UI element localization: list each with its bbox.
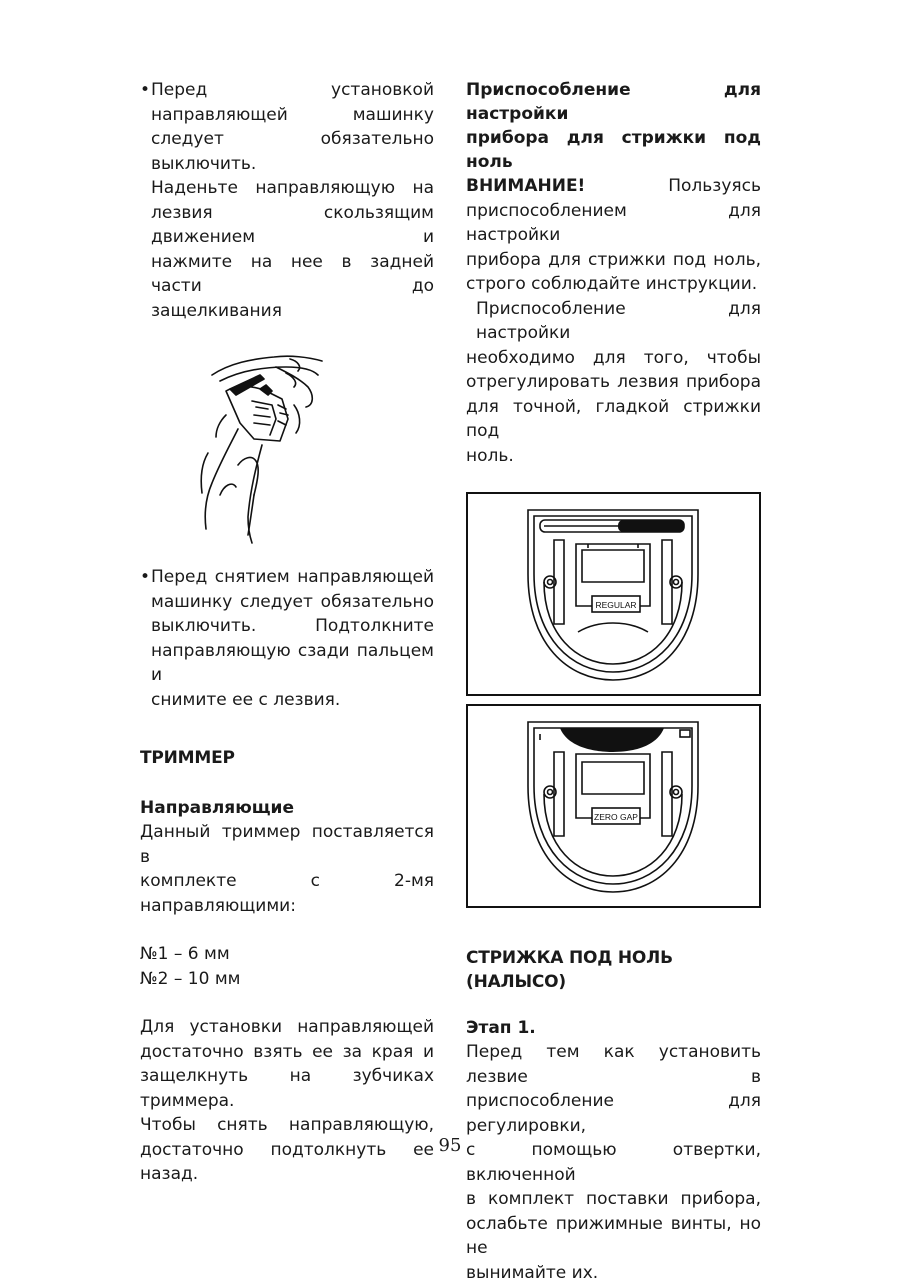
- guides-intro-line: Данный триммер поставляется в: [140, 820, 434, 869]
- hand-illustration-svg: [190, 345, 340, 545]
- step-heading: Этап 1.: [466, 1016, 761, 1040]
- bullet-install-line: лезвия скользящим движением и: [151, 201, 434, 250]
- bullet-remove-line: Перед снятием направляющей: [151, 565, 434, 590]
- step-line: приспособление для регулировки,: [466, 1089, 761, 1138]
- bullet-install-line: защелкивания: [151, 299, 434, 324]
- zero-gap-label: ZERO GAP: [594, 812, 638, 822]
- purpose-line: ноль.: [466, 444, 761, 469]
- step-line: в комплект поставки прибора,: [466, 1187, 761, 1212]
- warning-line: [466, 174, 761, 199]
- bullet-remove-guide: [140, 565, 434, 712]
- bullet-install-line: следует обязательно выключить.: [151, 127, 434, 176]
- warning-label: ВНИМАНИЕ!: [466, 174, 585, 199]
- guides-install-line: достаточно подтолкнуть ее назад.: [140, 1138, 434, 1187]
- bullet-remove-line: направляющую сзади пальцем и: [151, 639, 434, 688]
- bullet-remove-line: выключить. Подтолкните: [151, 614, 434, 639]
- bullet-install-line: направляющей машинку: [151, 103, 434, 128]
- regular-label: REGULAR: [595, 600, 636, 610]
- trimmer-heading: ТРИММЕР: [140, 746, 434, 770]
- purpose-line: для точной, гладкой стрижки под: [466, 395, 761, 444]
- warning-line: прибора для стрижки под ноль,: [466, 248, 761, 273]
- warning-line: строго соблюдайте инструкции.: [466, 272, 761, 297]
- warning-text-first: Пользуясь: [668, 174, 761, 199]
- purpose-line: Приспособление для настройки: [466, 297, 761, 346]
- adjuster-zero-gap-figure: [466, 704, 761, 908]
- right-column: [466, 78, 761, 1285]
- bullet-remove-line: машинку следует обязательно: [151, 590, 434, 615]
- guides-intro-line: комплекте с 2-мя направляющими:: [140, 869, 434, 918]
- bullet-install-guide: [140, 78, 434, 323]
- page-number: 95: [0, 1135, 900, 1156]
- zero-cut-heading: СТРИЖКА ПОД НОЛЬ (НАЛЫСО): [466, 946, 761, 994]
- guides-install-line: защелкнуть на зубчиках триммера.: [140, 1064, 434, 1113]
- bullet-install-line: Перед установкой: [151, 78, 434, 103]
- guides-install-line: Чтобы снять направляющую,: [140, 1113, 434, 1138]
- adjuster-regular-figure: [466, 492, 761, 696]
- left-column: [140, 78, 434, 1187]
- bullet-marker: •: [140, 78, 150, 103]
- device-heading-line: Приспособление для настройки: [466, 78, 761, 126]
- adjuster-zero-gap-svg: [468, 706, 759, 906]
- step-line: ослабьте прижимные винты, но не: [466, 1212, 761, 1261]
- adjuster-regular-svg: [468, 494, 759, 694]
- device-heading-line: прибора для стрижки под ноль: [466, 126, 761, 174]
- step-line: Перед тем как установить лезвие в: [466, 1040, 761, 1089]
- guides-install-line: Для установки направляющей: [140, 1015, 434, 1040]
- bullet-install-line: Наденьте направляющую на: [151, 176, 434, 201]
- step-line: вынимайте их.: [466, 1261, 761, 1285]
- guide-size-2: №2 – 10 мм: [140, 967, 434, 992]
- bullet-marker: •: [140, 565, 150, 590]
- purpose-line: необходимо для того, чтобы: [466, 346, 761, 371]
- bullet-install-line: нажмите на нее в задней части до: [151, 250, 434, 299]
- purpose-line: отрегулировать лезвия прибора: [466, 370, 761, 395]
- guide-size-1: №1 – 6 мм: [140, 942, 434, 967]
- step-line: с помощью отвертки, включенной: [466, 1138, 761, 1187]
- hand-attaching-guide-illustration: [190, 345, 340, 545]
- guides-subheading: Направляющие: [140, 796, 434, 820]
- bullet-remove-line: снимите ее с лезвия.: [151, 688, 434, 713]
- warning-line: приспособлением для настройки: [466, 199, 761, 248]
- guides-install-line: достаточно взять ее за края и: [140, 1040, 434, 1065]
